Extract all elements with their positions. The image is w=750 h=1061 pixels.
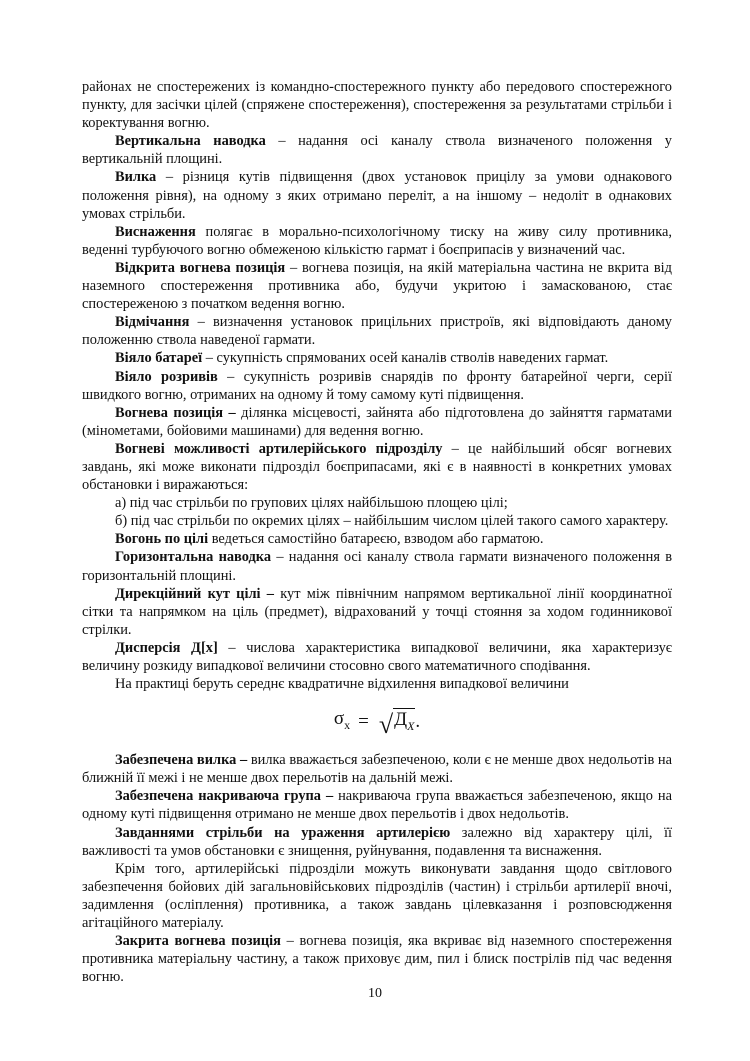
- paragraph: [82, 168, 672, 222]
- paragraph-text: – визначення установок прицільних пристроїв, які відповідають даному положенню ствола наведеної гармати.: [82, 314, 672, 349]
- paragraph: [82, 440, 672, 494]
- paragraph-text: Крім того, артилерійські підрозділи можуть виконувати завдання щодо світлового забезпечення бойових дій загальновійськових підрозділів (частин) і стрільби артилерії вночі, задимлення (осліплення) противника, а також завдань цілевказання і розповсюдження агітаційного матеріалу.: [82, 860, 672, 932]
- term-heading: Дисперсія Д[х]: [115, 639, 218, 656]
- term-heading: Забезпечена накриваюча група –: [115, 788, 334, 805]
- paragraph: [82, 368, 672, 404]
- formula-lhs: $\sigma_x$: [333, 708, 351, 733]
- std-deviation-formula: [82, 695, 672, 749]
- formula-equals: =: [358, 711, 369, 733]
- term-heading: Відкрита вогнева позиція: [115, 259, 286, 276]
- term-heading: Вертикальна наводка: [115, 133, 266, 150]
- paragraph: [82, 530, 672, 548]
- paragraph: [82, 313, 672, 349]
- paragraph: [82, 404, 672, 440]
- term-heading: Вогонь по цілі: [115, 531, 209, 548]
- term-heading: Закрита вогнева позиція: [115, 933, 281, 950]
- paragraph: [82, 349, 672, 367]
- term-heading: Виснаження: [115, 223, 196, 240]
- paragraph-text: а) під час стрільби по групових цілях найбільшою площею цілі;: [115, 495, 508, 512]
- paragraph-text: – вогнева позиція, яка вкриває від наземного спостереження противника матеріальну частину, а також приховує дим, пил і блиск пострілів під час ведення вогню.: [82, 933, 672, 986]
- paragraph-text: На практиці беруть середнє квадратичне відхилення випадкової величини: [115, 676, 569, 693]
- page-number: 10: [368, 986, 382, 1001]
- paragraph: [82, 675, 672, 693]
- paragraph-text: – це найбільший обсяг вогневих завдань, які може виконати підрозділ боєприпасами, які є в наявності в конкретних умовах обстановки і виражаються:: [82, 440, 672, 494]
- paragraph: [82, 78, 672, 132]
- paragraph-text: накриваюча група вважається забезпеченою, якщо на одному куті підвищення отримано не менше двох перельотів і двох недольотів.: [82, 788, 672, 823]
- paragraph-text: – вогнева позиція, на якій матеріальна частина не вкрита від наземного спостереження противника або, будучи укритою і замаскованою, стає спостереженою з початком ведення вогню.: [82, 259, 672, 313]
- paragraph-text: полягає в морально-психологічному тиску на живу силу противника, веденні турбуючого вогню обмеженою кількістю гармат і боєприпасів у визначений час.: [82, 223, 672, 258]
- definitions-bottom: [82, 751, 672, 986]
- paragraph-text: залежно від характеру цілі, її важливості та умов обстановки є знищення, руйнування, подавлення та виснаження.: [82, 824, 672, 859]
- paragraph: [82, 548, 672, 584]
- paragraph-text: – надання осі каналу ствола гармати визначеного положення в горизонтальній площині.: [82, 549, 672, 584]
- formula-period: .: [415, 711, 421, 733]
- paragraph: [82, 932, 672, 986]
- paragraph-text: – числова характеристика випадкової величини, яка характеризує величину розкиду випадкової величини стосовно свого математичного сподівання.: [82, 639, 672, 674]
- term-heading: Віяло батареї: [115, 350, 203, 367]
- term-heading: Віяло розривів: [115, 368, 218, 385]
- paragraph-text: – надання осі каналу ствола визначеного положення у вертикальній площині.: [82, 133, 672, 168]
- sqrt-sign-icon: √: [378, 709, 394, 739]
- paragraph: [82, 259, 672, 313]
- term-heading: Вогневі можливості артилерійського підрозділу: [115, 440, 443, 457]
- paragraph: [82, 132, 672, 168]
- paragraph: [82, 639, 672, 675]
- term-heading: Вогнева позиція –: [115, 404, 236, 421]
- paragraph-text: б) під час стрільби по окремих цілях – найбільшим числом цілей такого самого характеру.: [115, 513, 669, 530]
- paragraph: [82, 860, 672, 932]
- paragraph-text: ведеться самостійно батареєю, взводом або гарматою.: [208, 531, 544, 548]
- paragraph: [82, 585, 672, 639]
- paragraph-text: кут між північним напрямом вертикальної лінії координатної сітки та напрямком на ціль (предмет), відрахований у точці стояння за ходом годинникової стрілки.: [82, 585, 673, 638]
- paragraph-text: – сукупність спрямованих осей каналів стволів наведених гармат.: [202, 350, 609, 367]
- term-heading: Дирекційний кут цілі –: [115, 585, 274, 602]
- term-heading: Вилка: [115, 169, 157, 186]
- paragraph: [82, 787, 672, 823]
- paragraph: [82, 494, 672, 512]
- paragraph-text: – різниця кутів підвищення (двох установок прицілу за умови однакового положення рівня), на одному з яких отримано переліт, а на іншому – недоліт в однакових умовах стрільби.: [82, 169, 672, 222]
- paragraph: [82, 751, 672, 787]
- term-heading: Горизонтальна наводка: [115, 549, 272, 566]
- paragraph: [82, 824, 672, 860]
- term-heading: Завданнями стрільби на ураження артилерією: [115, 824, 451, 841]
- document-page: [82, 78, 672, 986]
- paragraph-text: районах не спостережених із командно-спостережного пункту або передового спостережного пункту, для засічки цілей (спряжене спостереження), спостереження за результатами стрільби і коректування вогню.: [82, 79, 672, 132]
- paragraph-text: вилка вважається забезпеченою, коли є не менше двох недольотів на ближній її межі і не менше двох перельотів на дальній межі.: [82, 752, 672, 787]
- formula-radicand: $Д_X$: [393, 708, 415, 737]
- term-heading: Відмічання: [115, 314, 190, 331]
- paragraph: [82, 223, 672, 259]
- paragraph: [82, 512, 672, 530]
- formula-sqrt: [379, 708, 416, 737]
- definitions-top: [82, 78, 672, 693]
- paragraph-text: – сукупність розривів снарядів по фронту батарейної черги, серії швидкого вогню, отриманих на одному й тому самому куті підвищення.: [82, 368, 672, 403]
- term-heading: Забезпечена вилка –: [115, 752, 248, 769]
- paragraph-text: ділянка місцевості, зайнята або підготовлена до зайняття гарматами (мінометами, бойовими машинами) для ведення вогню.: [82, 404, 672, 439]
